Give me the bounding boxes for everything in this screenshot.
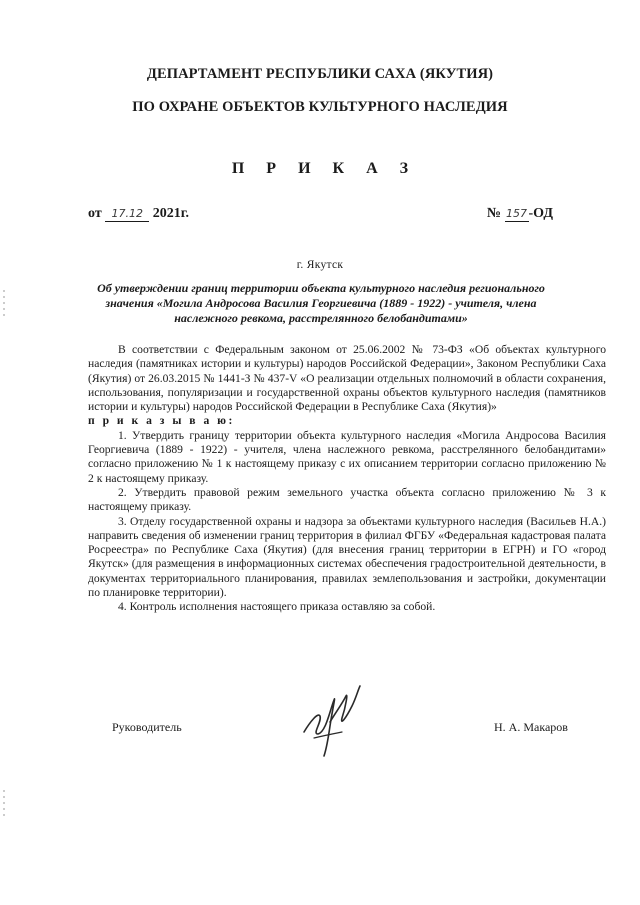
signature-block	[0, 712, 640, 762]
department-subtitle: ПО ОХРАНЕ ОБЪЕКТОВ КУЛЬТУРНОГО НАСЛЕДИЯ	[132, 99, 508, 115]
signatory-title: Руководитель	[112, 720, 182, 734]
scan-edge-mark	[2, 290, 6, 320]
order-word: п р и к а з ы в а ю:	[88, 414, 235, 428]
number-suffix: -ОД	[528, 206, 553, 221]
order-item-4: 4. Контроль исполнения настоящего приказа оставляю за собой.	[118, 600, 436, 614]
document-type-title: П Р И К А З	[231, 160, 418, 177]
order-item-2: 2. Утвердить правовой режим земельного участка объекта согласно приложению № 3 к настоящему приказу.	[88, 485, 606, 514]
order-date	[88, 206, 189, 222]
date-year: 2021г.	[152, 206, 189, 221]
handwritten-signature	[296, 682, 366, 760]
order-body	[88, 343, 606, 615]
order-number	[487, 206, 553, 222]
date-prefix: от	[88, 206, 102, 221]
number-prefix: №	[486, 206, 501, 221]
order-subject: Об утверждении границ территории объекта культурного наследия регионального значения «Могила Андросова Василия Георгиевича (1889 - 1922) - учителя, члена наслежного ревкома, расстрелянного белобандитами»	[97, 281, 545, 326]
preamble-paragraph: В соответствии с Федеральным законом от 25.06.2002 № 73-ФЗ «Об объектах культурного наследия (памятниках истории и культуры) народов Российской Федерации», Законом Республики Саха (Якутия) от 26.03.2015 № 1441-З № 437-V «О реализации отдельных полномочий в области сохранения, использования, популяризации и государственной охраны объектов культурного наследия (памятников истории и культуры) народов Российской Федерации в Республике Саха (Якутия)»	[88, 343, 606, 414]
place-of-issue: г. Якутск	[296, 259, 344, 271]
order-item-3: 3. Отделу государственной охраны и надзора за объектами культурного наследия (Васильев Н.А.) направить сведения об изменении границ территория в филиал ФГБУ «Федеральная кадастровая палата Росреестра» по Республике Саха (Якутия) (для внесения границ территории в ЕГРН) и ГО «город Якутск» (для размещения в информационных системах обеспечения градостроительной деятельности, в документах территориального планирования, правилах землепользования и застройки, документации по планировке территории).	[88, 514, 606, 600]
scan-edge-mark	[2, 790, 6, 820]
number-value: 157	[506, 207, 527, 220]
order-item-1: 1. Утвердить границу территории объекта культурного наследия «Могила Андросова Василия Георгиевича (1889 - 1922) - учителя, члена наслежного ревкома, расстрелянного белобандитами» согласно приложению № 1 к настоящему приказу с их описанием территории согласно приложению № 2 к настоящему приказу.	[88, 428, 606, 485]
date-day-month: 17.12	[105, 207, 149, 222]
department-name: ДЕПАРТАМЕНТ РЕСПУБЛИКИ САХА (ЯКУТИЯ)	[146, 66, 494, 82]
signatory-name: Н. А. Макаров	[494, 720, 568, 734]
